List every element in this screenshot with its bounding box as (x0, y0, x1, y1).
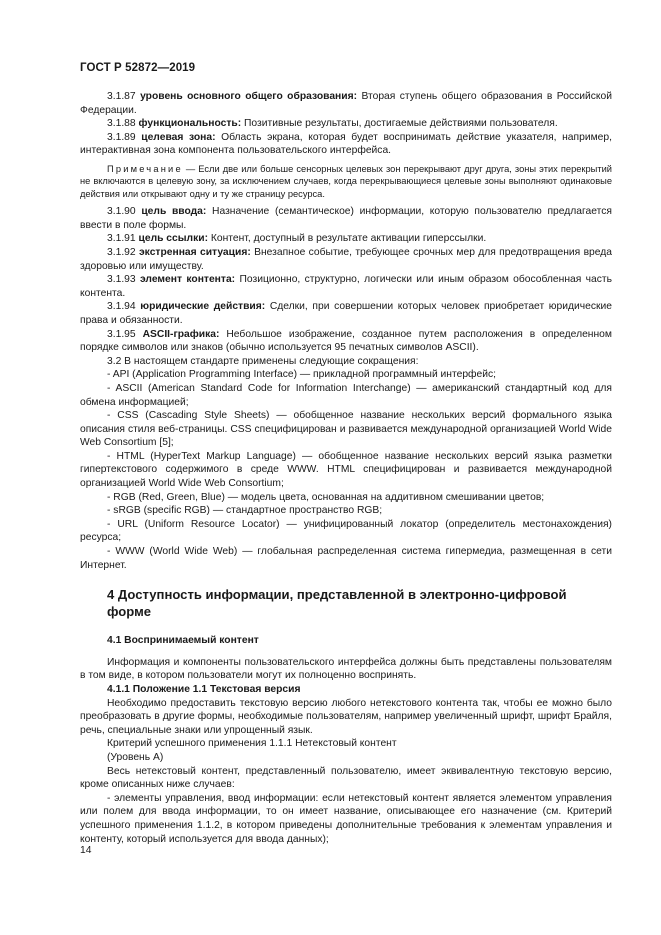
abbreviation-item: - sRGB (specific RGB) — стандартное пространство RGB; (107, 505, 383, 517)
criterion-level: (Уровень А) (107, 751, 164, 763)
definition-3-1-91: 3.1.91 цель ссылки: Контент, доступный в результате активации гиперссылки. (107, 233, 487, 245)
abbreviation-item: - WWW (World Wide Web) — глобальная распределенная система гипермедиа, размещенная в сети Интернет. (80, 546, 612, 571)
note: Примечание — Если две или больше сенсорных целевых зон перекрывают друг друга, зоны этих перекрытий не включаются в целевую зону, за исключением случаев, когда перекрывающиеся целевые зоны выполняют одинаковые действия или открывают одну и ту же страницу ресурса. (80, 163, 612, 199)
abbreviation-item: - HTML (HyperText Markup Language) — обобщенное название нескольких версий языка разметки гипертекстового содержимого в среде WWW. HTML специфицирован и развивается международной организацией World Wide Web Consortium; (80, 450, 612, 490)
note-label: Примечание (107, 163, 183, 174)
definition-3-1-87: 3.1.87 уровень основного общего образования: Вторая ступень общего образования в Российской Федерации. (80, 91, 612, 116)
paragraph: Необходимо предоставить текстовую версию любого нетекстового контента так, чтобы ее можно было преобразовать в другие формы, необходимые пользователям, например увеличенный шрифт, шрифт Брайля, речь, специальные знаки или упрощенный язык. (80, 697, 612, 736)
abbreviation-item: - RGB (Red, Green, Blue) — модель цвета, основанная на аддитивном смешивании цветов; (107, 491, 545, 503)
definition-3-1-94: 3.1.94 юридические действия: Сделки, при совершении которых человек приобретает юридические права и обязанности. (80, 301, 612, 326)
section-4-1-heading: 4.1 Воспринимаемый контент (107, 635, 259, 647)
definition-3-1-93: 3.1.93 элемент контента: Позиционно, структурно, логически или иным образом обособленная часть контента. (80, 274, 613, 299)
page-header: ГОСТ Р 52872—2019 (80, 62, 196, 74)
section-4-1-1-heading: 4.1.1 Положение 1.1 Текстовая версия (107, 684, 301, 695)
abbreviation-item: - URL (Uniform Resource Locator) — унифицированный локатор (определитель местонахождения) ресурса; (80, 518, 612, 544)
page-number: 14 (80, 845, 92, 856)
abbreviation-item: - CSS (Cascading Style Sheets) — обобщенное название нескольких версий формального языка описания стиля веб-страницы. CSS специфицирован и развивается международной организацией World Wide Web Consortium [5]; (80, 410, 612, 449)
definition-3-1-89: 3.1.89 целевая зона: Область экрана, которая будет воспринимать действие указателя, например, интерактивная зона компонента пользовательского интерфейса. (80, 131, 612, 157)
abbreviation-item: - ASCII (American Standard Code for Information Interchange) — американский стандартный код для обмена информацией; (80, 382, 612, 408)
paragraph: Весь нетекстовый контент, представленный пользователю, имеет эквивалентную текстовую версию, кроме описанных ниже случаев: (80, 765, 612, 791)
page-body (80, 90, 612, 846)
section-4-heading: 4 Доступность информации, представленной в электронно-цифровой форме (107, 587, 567, 619)
definition-3-1-90: 3.1.90 цель ввода: Назначение (семантическое) информации, которую пользователю предлагается ввести в поле формы. (80, 206, 612, 231)
definition-3-1-95: 3.1.95 ASCII-графика: Небольшое изображение, созданное путем расположения в определенном порядке символов или знаков (обычно используется 95 печатных символов ASCII). (80, 328, 612, 354)
criterion-title: Критерий успешного применения 1.1.1 Нетекстовый контент (107, 738, 397, 750)
abbreviation-item: - API (Application Programming Interface) — прикладной программный интерфейс; (107, 369, 497, 381)
definition-3-1-92: 3.1.92 экстренная ситуация: Внезапное событие, требующее срочных мер для предотвращения вреда здоровью или имуществу. (80, 246, 612, 272)
section-4-1-paragraph: Информация и компоненты пользовательского интерфейса должны быть представлены пользователям в том виде, в котором пользователи могут их полноценно воспринять. (80, 656, 612, 682)
abbreviations-intro: 3.2 В настоящем стандарте применены следующие сокращения: (107, 355, 419, 367)
definition-3-1-88: 3.1.88 функциональность: Позитивные результаты, достигаемые действиями пользователя. (107, 118, 558, 130)
list-item: - элементы управления, ввод информации: если нетекстовый контент является элементом управления или полем для ввода информации, то он имеет название, описывающее его назначение (см. Критерий успешного применения 1.1.2, в котором приведены дополнительные требования к элементам управления и контенту, который используется для ввода данных); (80, 792, 612, 845)
